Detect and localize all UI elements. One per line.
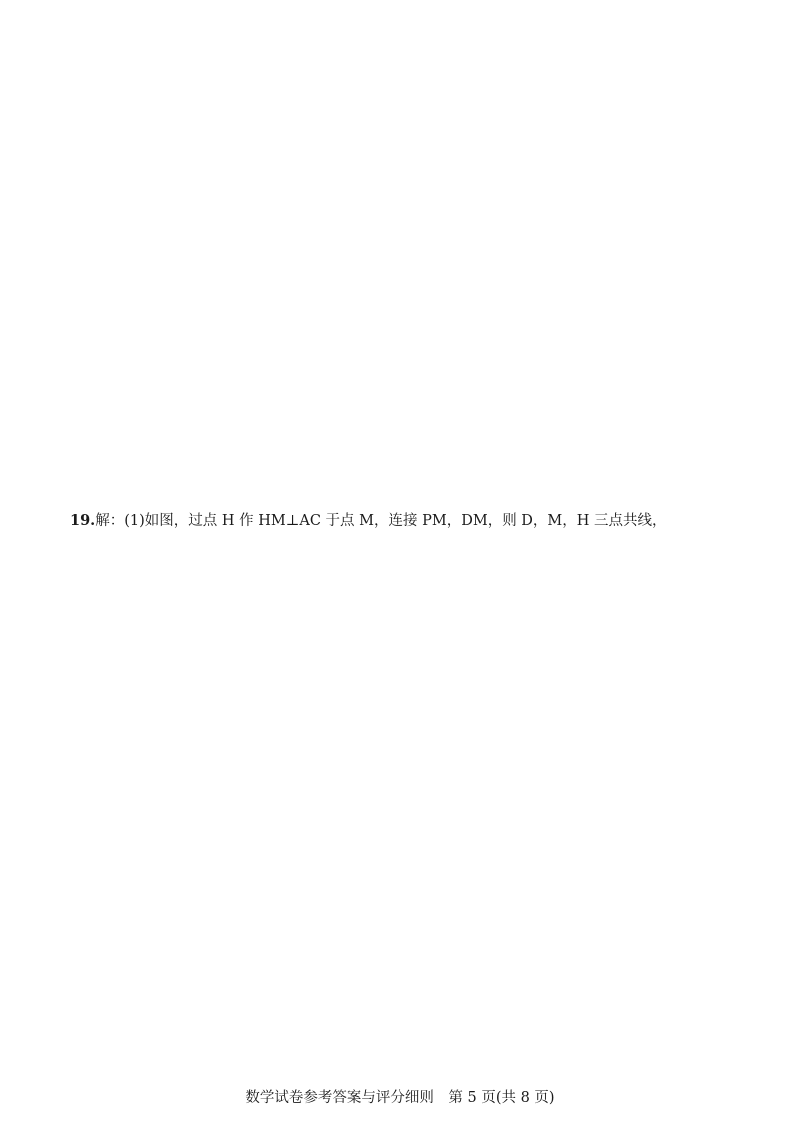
line-text: 解：(1)如图，过点 H 作 HM⊥AC 于点 M，连接 PM，DM，则 D，M，H 三点共线， [95, 513, 667, 529]
page-footer: 数学试卷参考答案与评分细则 第 5 页(共 8 页) [245, 1090, 555, 1106]
question-19-first-line [70, 510, 728, 532]
question-number: 19. [70, 512, 96, 529]
